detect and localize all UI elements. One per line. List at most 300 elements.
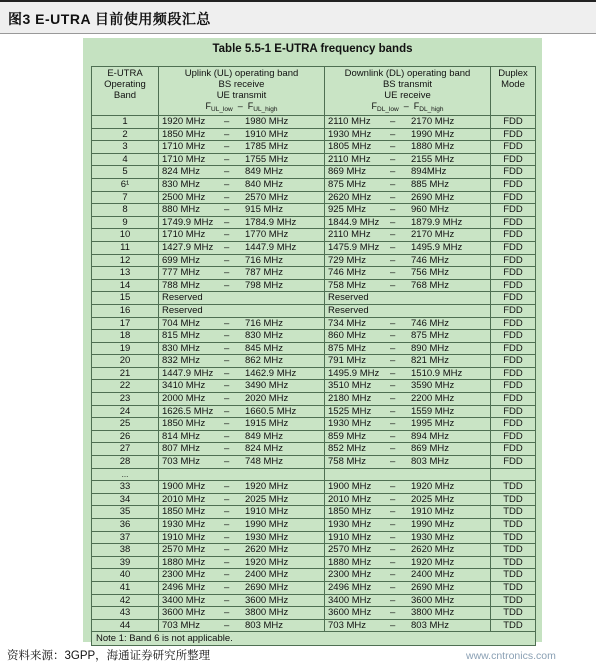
table-row xyxy=(92,267,536,280)
band-number-cell: 42 xyxy=(92,594,159,607)
uplink-cell xyxy=(159,418,325,431)
ul-low-value: 2496 MHz xyxy=(162,581,206,593)
band-number-cell: 15 xyxy=(92,292,159,305)
source-caption: 资料来源：3GPP，海通证券研究所整理 xyxy=(7,650,211,662)
dl-low-value: 1805 MHz xyxy=(328,141,372,153)
dl-range-dash: – xyxy=(403,101,409,111)
uplink-header xyxy=(159,67,325,116)
uplink-cell xyxy=(159,405,325,418)
range-dash: – xyxy=(390,506,396,518)
table-panel xyxy=(83,38,542,645)
ul-high-value: 2400 MHz xyxy=(245,569,289,581)
ul-low-value: 704 MHz xyxy=(162,317,201,329)
band-number-cell: 23 xyxy=(92,393,159,406)
uplink-cell xyxy=(159,166,325,179)
range-dash: – xyxy=(224,456,230,468)
range-dash: – xyxy=(390,393,396,405)
downlink-cell xyxy=(325,241,491,254)
reserved-label: Reserved xyxy=(162,292,203,304)
band-number-cell: 7 xyxy=(92,191,159,204)
uplink-cell xyxy=(159,342,325,355)
band-number-cell: 11 xyxy=(92,241,159,254)
ul-low-value: 1710 MHz xyxy=(162,229,206,241)
ul-high-value: 748 MHz xyxy=(245,456,284,468)
ul-low-value: 1850 MHz xyxy=(162,128,206,140)
downlink-cell xyxy=(325,443,491,456)
band-number-cell: 36 xyxy=(92,519,159,532)
uplink-cell xyxy=(159,229,325,242)
range-dash: – xyxy=(224,569,230,581)
table-row xyxy=(92,418,536,431)
dl-low-value: 734 MHz xyxy=(328,317,367,329)
ul-low-value: 1710 MHz xyxy=(162,141,206,153)
duplex-mode-cell: FDD xyxy=(491,342,536,355)
table-row xyxy=(92,519,536,532)
duplex-mode-cell: FDD xyxy=(491,216,536,229)
band-number-cell: 17 xyxy=(92,317,159,330)
range-dash: – xyxy=(390,267,396,279)
duplex-mode-cell: TDD xyxy=(491,556,536,569)
duplex-mode-cell: FDD xyxy=(491,116,536,129)
duplex-mode-cell: FDD xyxy=(491,304,536,317)
dl-high-value: 756 MHz xyxy=(411,267,450,279)
duplex-mode-cell: TDD xyxy=(491,594,536,607)
range-dash: – xyxy=(390,556,396,568)
table-row xyxy=(92,153,536,166)
band-number-cell: 18 xyxy=(92,330,159,343)
dl-low-value: 1850 MHz xyxy=(328,506,372,518)
downlink-cell xyxy=(325,493,491,506)
downlink-cell xyxy=(325,569,491,582)
ul-low-value: 1626.5 MHz xyxy=(162,405,214,417)
table-row xyxy=(92,241,536,254)
range-dash: – xyxy=(390,531,396,543)
ul-low-value: 807 MHz xyxy=(162,443,201,455)
downlink-cell xyxy=(325,544,491,557)
range-dash: – xyxy=(390,607,396,619)
band-number-cell: 12 xyxy=(92,254,159,267)
ul-high-value: 845 MHz xyxy=(245,342,284,354)
dl-low-value: 859 MHz xyxy=(328,430,367,442)
duplex-mode-cell: TDD xyxy=(491,569,536,582)
ul-high-value: 1910 MHz xyxy=(245,506,289,518)
uplink-cell xyxy=(159,393,325,406)
range-dash: – xyxy=(224,607,230,619)
ul-low-value: 830 MHz xyxy=(162,178,201,190)
dl-low-value: 2570 MHz xyxy=(328,544,372,556)
uplink-cell xyxy=(159,430,325,443)
dl-high-value: 746 MHz xyxy=(411,317,450,329)
duplex-mode-cell: TDD xyxy=(491,481,536,494)
ul-high-value: 1770 MHz xyxy=(245,229,289,241)
band-number-cell: 22 xyxy=(92,380,159,393)
downlink-cell xyxy=(325,418,491,431)
dl-low-value: 746 MHz xyxy=(328,267,367,279)
downlink-cell xyxy=(325,279,491,292)
dl-high-symbol: F xyxy=(413,101,420,111)
range-dash: – xyxy=(390,355,396,367)
range-dash: – xyxy=(390,178,396,190)
dl-high-value: 1495.9 MHz xyxy=(411,241,463,253)
band-number-cell: 8 xyxy=(92,204,159,217)
empty-cell xyxy=(325,468,491,481)
dl-high-value: 885 MHz xyxy=(411,178,450,190)
ul-high-value: 915 MHz xyxy=(245,204,284,216)
ul-low-value: 699 MHz xyxy=(162,254,201,266)
duplex-mode-cell: FDD xyxy=(491,393,536,406)
uplink-cell xyxy=(159,607,325,620)
ul-high-value: 2620 MHz xyxy=(245,544,289,556)
dl-low-subscript: DL_low xyxy=(377,106,399,113)
dl-low-value: 2110 MHz xyxy=(328,153,371,165)
table-row xyxy=(92,393,536,406)
range-dash: – xyxy=(390,619,396,631)
duplex-mode-cell: TDD xyxy=(491,544,536,557)
range-dash: – xyxy=(224,141,230,153)
dl-low-value: 2110 MHz xyxy=(328,229,371,241)
dl-low-value: 1475.9 MHz xyxy=(328,241,380,253)
range-dash: – xyxy=(224,178,230,190)
ul-high-value: 840 MHz xyxy=(245,178,284,190)
range-dash: – xyxy=(224,216,230,228)
range-dash: – xyxy=(224,355,230,367)
range-dash: – xyxy=(390,279,396,291)
ul-high-value: 1755 MHz xyxy=(245,153,289,165)
uplink-cell xyxy=(159,619,325,632)
band-number-cell: 13 xyxy=(92,267,159,280)
duplex-mode-cell: FDD xyxy=(491,191,536,204)
range-dash: – xyxy=(390,481,396,493)
range-dash: – xyxy=(390,153,396,165)
dl-high-value: 875 MHz xyxy=(411,330,450,342)
table-row xyxy=(92,481,536,494)
duplex-mode-cell: FDD xyxy=(491,355,536,368)
ul-high-value: 787 MHz xyxy=(245,267,284,279)
ul-high-value: 862 MHz xyxy=(245,355,284,367)
uplink-cell xyxy=(159,178,325,191)
downlink-header-line: Downlink (DL) operating band xyxy=(344,68,471,79)
range-dash: – xyxy=(224,493,230,505)
downlink-header-line: UE receive xyxy=(384,90,431,101)
duplex-header xyxy=(491,67,536,116)
downlink-cell xyxy=(325,267,491,280)
ul-high-value: 1930 MHz xyxy=(245,531,289,543)
table-row xyxy=(92,178,536,191)
ul-low-value: 1920 MHz xyxy=(162,116,206,127)
ul-high-value: 2020 MHz xyxy=(245,393,289,405)
downlink-cell xyxy=(325,330,491,343)
range-dash: – xyxy=(390,317,396,329)
ul-low-value: 1850 MHz xyxy=(162,506,206,518)
range-dash: – xyxy=(390,493,396,505)
downlink-cell xyxy=(325,342,491,355)
dl-low-value: 3400 MHz xyxy=(328,594,372,606)
uplink-cell xyxy=(159,279,325,292)
range-dash: – xyxy=(390,519,396,530)
uplink-cell xyxy=(159,355,325,368)
ul-low-symbol: F xyxy=(205,101,212,111)
dl-low-value: 1525 MHz xyxy=(328,405,372,417)
dl-low-value: 1930 MHz xyxy=(328,519,372,530)
ellipsis-row xyxy=(92,468,536,481)
uplink-cell xyxy=(159,380,325,393)
uplink-cell xyxy=(159,241,325,254)
range-dash: – xyxy=(390,367,396,379)
ul-high-value: 3800 MHz xyxy=(245,607,289,619)
downlink-cell xyxy=(325,304,491,317)
table-row xyxy=(92,204,536,217)
duplex-mode-cell: FDD xyxy=(491,141,536,154)
uplink-cell xyxy=(159,267,325,280)
range-dash: – xyxy=(224,229,230,241)
uplink-header-line: BS receive xyxy=(218,79,265,90)
band-header xyxy=(92,67,159,116)
dl-high-value: 803 MHz xyxy=(411,456,450,468)
ul-low-value: 1880 MHz xyxy=(162,556,206,568)
duplex-mode-cell: FDD xyxy=(491,405,536,418)
downlink-cell xyxy=(325,380,491,393)
watermark: www.cntronics.com xyxy=(466,650,556,662)
uplink-cell xyxy=(159,443,325,456)
range-dash: – xyxy=(390,380,396,392)
band-number-cell: 27 xyxy=(92,443,159,456)
duplex-mode-cell: TDD xyxy=(491,519,536,532)
range-dash: – xyxy=(224,317,230,329)
range-dash: – xyxy=(224,116,230,127)
uplink-cell xyxy=(159,141,325,154)
table-row xyxy=(92,405,536,418)
range-dash: – xyxy=(390,418,396,430)
table-title: Table 5.5-1 E-UTRA frequency bands xyxy=(212,43,413,55)
ul-high-value: 1462.9 MHz xyxy=(245,367,297,379)
duplex-mode-cell: FDD xyxy=(491,430,536,443)
dl-low-value: 791 MHz xyxy=(328,355,367,367)
downlink-cell xyxy=(325,178,491,191)
dl-high-value: 3590 MHz xyxy=(411,380,455,392)
dl-high-value: 1880 MHz xyxy=(411,141,455,153)
band-number-cell: 14 xyxy=(92,279,159,292)
band-number-cell: 34 xyxy=(92,493,159,506)
uplink-cell xyxy=(159,456,325,469)
uplink-cell xyxy=(159,330,325,343)
range-dash: – xyxy=(390,342,396,354)
band-number-cell: 43 xyxy=(92,607,159,620)
table-row xyxy=(92,544,536,557)
range-dash: – xyxy=(390,330,396,342)
ul-high-value: 3490 MHz xyxy=(245,380,289,392)
dl-low-value: 1900 MHz xyxy=(328,481,372,493)
band-number-cell: 33 xyxy=(92,481,159,494)
dl-high-value: 1910 MHz xyxy=(411,506,455,518)
duplex-mode-cell: FDD xyxy=(491,317,536,330)
reserved-label: Reserved xyxy=(328,292,369,304)
dl-high-value: 2025 MHz xyxy=(411,493,455,505)
table-row xyxy=(92,279,536,292)
range-dash: – xyxy=(390,456,396,468)
dl-low-value: 1844.9 MHz xyxy=(328,216,380,228)
band-header-line: Band xyxy=(113,90,137,101)
downlink-cell xyxy=(325,367,491,380)
dl-low-value: 875 MHz xyxy=(328,178,367,190)
downlink-cell xyxy=(325,405,491,418)
downlink-cell xyxy=(325,191,491,204)
band-number-cell: 44 xyxy=(92,619,159,632)
range-dash: – xyxy=(390,229,396,241)
range-dash: – xyxy=(390,430,396,442)
downlink-cell xyxy=(325,581,491,594)
duplex-mode-cell: FDD xyxy=(491,456,536,469)
dl-high-value: 768 MHz xyxy=(411,279,450,291)
dl-high-value: 1920 MHz xyxy=(411,481,455,493)
dl-high-value: 960 MHz xyxy=(411,204,450,216)
ul-high-value: 716 MHz xyxy=(245,254,284,266)
table-row xyxy=(92,569,536,582)
table-row xyxy=(92,456,536,469)
dl-high-value: 2170 MHz xyxy=(411,116,455,127)
uplink-cell xyxy=(159,506,325,519)
table-row xyxy=(92,367,536,380)
duplex-mode-cell: FDD xyxy=(491,254,536,267)
band-number-cell: 6¹ xyxy=(92,178,159,191)
table-row xyxy=(92,581,536,594)
dl-low-symbol: F xyxy=(371,101,378,111)
ul-low-value: 830 MHz xyxy=(162,342,201,354)
dl-high-value: 894MHz xyxy=(411,166,447,178)
ul-low-value: 777 MHz xyxy=(162,267,201,279)
range-dash: – xyxy=(224,191,230,203)
duplex-mode-cell: TDD xyxy=(491,493,536,506)
duplex-mode-cell: FDD xyxy=(491,330,536,343)
ul-low-value: 3400 MHz xyxy=(162,594,206,606)
downlink-cell xyxy=(325,393,491,406)
range-dash: – xyxy=(224,241,230,253)
duplex-header-line: Mode xyxy=(501,79,525,90)
range-dash: – xyxy=(390,254,396,266)
range-dash: – xyxy=(224,619,230,631)
uplink-cell xyxy=(159,594,325,607)
duplex-mode-cell: TDD xyxy=(491,607,536,620)
table-row xyxy=(92,607,536,620)
range-dash: – xyxy=(224,418,230,430)
downlink-range-label xyxy=(325,101,490,115)
range-dash: – xyxy=(390,204,396,216)
ellipsis-cell: ... xyxy=(92,468,159,481)
uplink-cell xyxy=(159,191,325,204)
ul-high-value: 849 MHz xyxy=(245,166,284,178)
uplink-cell xyxy=(159,519,325,532)
dl-low-value: 1930 MHz xyxy=(328,418,372,430)
range-dash: – xyxy=(224,267,230,279)
dl-high-value: 3800 MHz xyxy=(411,607,455,619)
duplex-mode-cell: TDD xyxy=(491,531,536,544)
ul-low-value: 824 MHz xyxy=(162,166,201,178)
ul-range-dash: – xyxy=(237,101,243,111)
downlink-cell xyxy=(325,254,491,267)
table-row xyxy=(92,531,536,544)
ul-high-symbol: F xyxy=(247,101,254,111)
dl-high-value: 746 MHz xyxy=(411,254,450,266)
table-row xyxy=(92,216,536,229)
downlink-cell xyxy=(325,506,491,519)
band-number-cell: 9 xyxy=(92,216,159,229)
ul-high-value: 1784.9 MHz xyxy=(245,216,297,228)
range-dash: – xyxy=(390,544,396,556)
table-row xyxy=(92,141,536,154)
dl-low-value: 729 MHz xyxy=(328,254,367,266)
band-number-cell: 20 xyxy=(92,355,159,368)
dl-low-value: 2010 MHz xyxy=(328,493,372,505)
uplink-cell xyxy=(159,481,325,494)
range-dash: – xyxy=(390,594,396,606)
ul-low-value: 815 MHz xyxy=(162,330,201,342)
dl-high-value: 1930 MHz xyxy=(411,531,455,543)
band-number-cell: 19 xyxy=(92,342,159,355)
band-number-cell: 37 xyxy=(92,531,159,544)
ul-low-value: 1447.9 MHz xyxy=(162,367,214,379)
ul-low-value: 2570 MHz xyxy=(162,544,206,556)
ul-low-value: 1900 MHz xyxy=(162,481,206,493)
band-number-cell: 26 xyxy=(92,430,159,443)
ul-low-value: 880 MHz xyxy=(162,204,201,216)
table-row xyxy=(92,229,536,242)
band-number-cell: 35 xyxy=(92,506,159,519)
ul-low-value: 2500 MHz xyxy=(162,191,206,203)
table-row xyxy=(92,355,536,368)
duplex-mode-cell: FDD xyxy=(491,153,536,166)
band-number-cell: 39 xyxy=(92,556,159,569)
uplink-cell xyxy=(159,204,325,217)
dl-low-value: 869 MHz xyxy=(328,166,367,178)
ul-low-value: 2300 MHz xyxy=(162,569,206,581)
range-dash: – xyxy=(390,569,396,581)
downlink-cell xyxy=(325,229,491,242)
ul-high-value: 3600 MHz xyxy=(245,594,289,606)
range-dash: – xyxy=(224,393,230,405)
downlink-cell xyxy=(325,594,491,607)
ul-high-value: 2025 MHz xyxy=(245,493,289,505)
table-row xyxy=(92,493,536,506)
downlink-header-line: BS transmit xyxy=(382,79,433,90)
band-number-cell: 4 xyxy=(92,153,159,166)
ul-low-value: 703 MHz xyxy=(162,619,201,631)
dl-low-value: 925 MHz xyxy=(328,204,367,216)
dl-high-value: 1995 MHz xyxy=(411,418,455,430)
downlink-cell xyxy=(325,116,491,129)
note-row xyxy=(92,632,536,646)
dl-low-value: 1910 MHz xyxy=(328,531,372,543)
duplex-mode-cell: FDD xyxy=(491,367,536,380)
band-number-cell: 1 xyxy=(92,116,159,129)
uplink-range-label xyxy=(159,101,324,115)
uplink-header-line: UE transmit xyxy=(216,90,267,101)
band-number-cell: 10 xyxy=(92,229,159,242)
dl-high-value: 2170 MHz xyxy=(411,229,455,241)
duplex-mode-cell: FDD xyxy=(491,204,536,217)
dl-low-value: 875 MHz xyxy=(328,342,367,354)
table-row xyxy=(92,443,536,456)
band-number-cell: 40 xyxy=(92,569,159,582)
range-dash: – xyxy=(224,556,230,568)
range-dash: – xyxy=(224,506,230,518)
range-dash: – xyxy=(224,443,230,455)
duplex-header-line: Duplex xyxy=(498,68,528,79)
dl-low-value: 1880 MHz xyxy=(328,556,372,568)
table-row xyxy=(92,430,536,443)
uplink-cell xyxy=(159,216,325,229)
range-dash: – xyxy=(390,216,396,228)
table-row xyxy=(92,506,536,519)
ul-low-value: 832 MHz xyxy=(162,355,201,367)
